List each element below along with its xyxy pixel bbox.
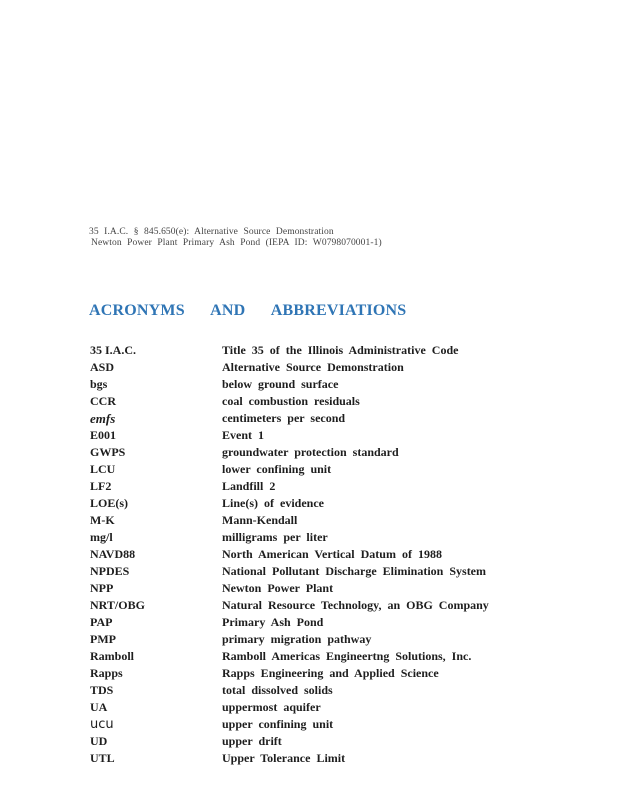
section-title: ACRONYMS AND ABBREVIATIONS [89,302,407,319]
acronym-term: LF2 [90,479,112,493]
acronym-term: TDS [90,683,114,697]
acronym-term: UD [90,734,108,748]
acronym-definition: total dissolved solids [222,683,333,697]
acronym-row [90,699,520,716]
acronym-row [90,648,520,665]
acronym-term: NPDES [90,564,130,578]
acronym-term: LOE(s) [90,496,129,510]
acronym-term: mg/l [90,530,113,544]
acronym-row [90,410,520,427]
acronym-term: NPP [90,581,114,595]
acronym-row [90,444,520,461]
acronym-term: GWPS [90,445,126,459]
acronym-row [90,529,520,546]
acronym-definition: upper confining unit [222,717,334,731]
acronym-row [90,427,520,444]
acronym-term: bgs [90,377,108,391]
acronym-row [90,750,520,767]
acronym-definition: Landfill 2 [222,479,276,493]
acronym-row [90,359,520,376]
acronym-definition: primary migration pathway [222,632,372,646]
acronym-definition: centimeters per second [222,411,346,425]
acronym-definition: groundwater protection standard [222,445,399,459]
running-header [89,227,382,249]
acronym-definition: Primary Ash Pond [222,615,324,629]
acronym-term: ASD [90,360,115,374]
header-line-regulation: 35 I.A.C. § 845.650(e): Alternative Source Demonstration [89,227,334,237]
acronym-definition: lower confining unit [222,462,332,476]
acronym-definition: Title 35 of the Illinois Administrative Code [222,343,459,357]
acronym-definition: Rapps Engineering and Applied Science [222,666,439,680]
acronym-definition: below ground surface [222,377,339,391]
acronym-term: LCU [90,462,116,476]
acronym-row [90,580,520,597]
header-line-facility: Newton Power Plant Primary Ash Pond (IEPA ID: W0798070001-1) [91,238,382,248]
acronym-term: PAP [90,615,113,629]
acronym-definition: North American Vertical Datum of 1988 [222,547,442,561]
acronym-row [90,665,520,682]
acronym-term: NRT/OBG [90,598,145,612]
acronym-definition: coal combustion residuals [222,394,360,408]
acronym-definition: Upper Tolerance Limit [222,751,346,765]
acronym-row [90,495,520,512]
acronym-row [90,546,520,563]
acronym-definition: Line(s) of evidence [222,496,324,510]
acronym-row [90,461,520,478]
acronym-definition: Newton Power Plant [222,581,334,595]
acronym-term: ucu [90,717,114,732]
acronym-row [90,631,520,648]
acronym-row [90,478,520,495]
acronym-definition: uppermost aquifer [222,700,321,714]
acronym-row [90,597,520,614]
acronym-definition: National Pollutant Discharge Elimination System [222,564,487,578]
acronym-row [90,733,520,750]
acronym-row [90,563,520,580]
acronym-term: PMP [90,632,116,646]
acronym-term: 35 I.A.C. [90,343,137,357]
acronym-row [90,614,520,631]
acronym-term: emfs [90,411,116,426]
acronym-term: M-K [90,513,115,527]
acronym-term: Ramboll [90,649,135,663]
acronym-term: Rapps [90,666,123,680]
acronym-row [90,682,520,699]
acronym-definition: milligrams per liter [222,530,328,544]
acronym-definition: Alternative Source Demonstration [222,360,404,374]
acronym-definition: Ramboll Americas Engineertng Solutions, Inc. [222,649,472,663]
acronym-definition: upper drift [222,734,282,748]
acronym-definition: Event 1 [222,428,264,442]
acronym-definition: Natural Resource Technology, an OBG Company [222,598,489,612]
acronym-row [90,376,520,393]
acronym-row [90,342,520,359]
acronym-row [90,716,520,733]
acronym-term: UTL [90,751,115,765]
acronym-row [90,512,520,529]
acronym-term: CCR [90,394,116,408]
acronym-term: NAVD88 [90,547,136,561]
acronym-term: E001 [90,428,117,442]
acronym-list [90,342,520,767]
acronym-row [90,393,520,410]
acronym-definition: Mann-Kendall [222,513,298,527]
acronym-term: UA [90,700,108,714]
